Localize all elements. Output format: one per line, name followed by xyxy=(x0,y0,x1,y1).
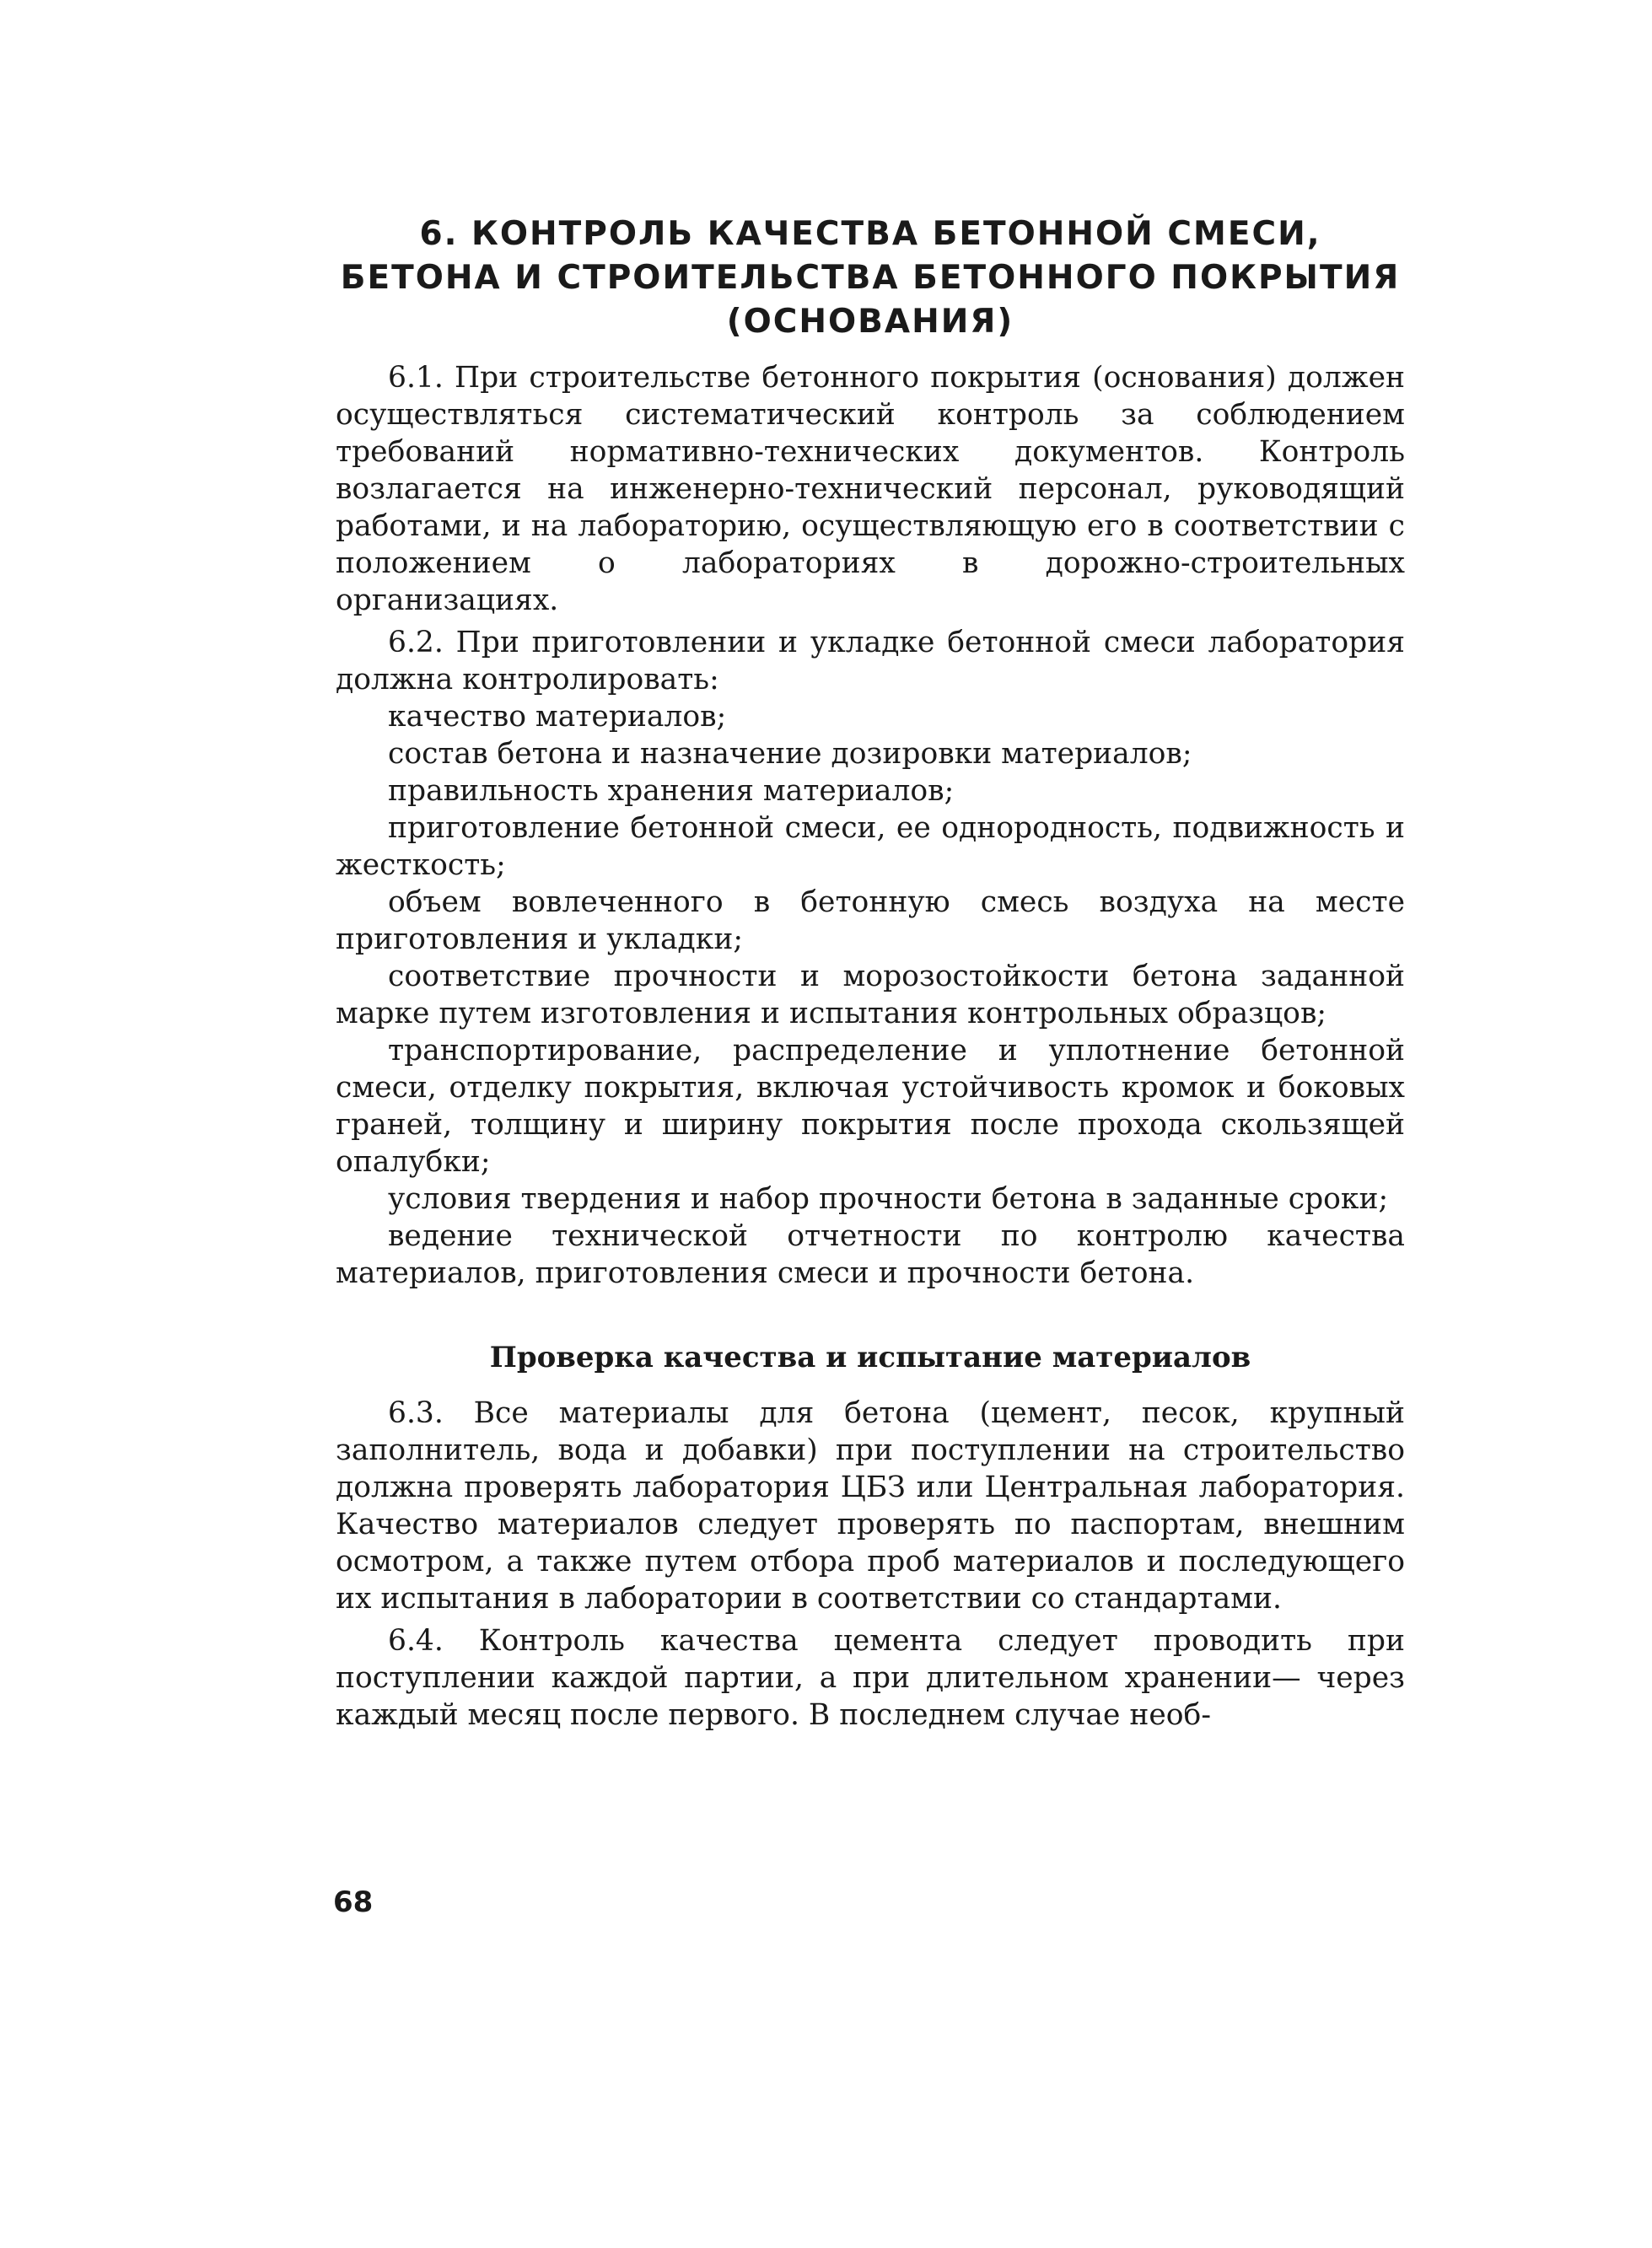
section-title-line-2: БЕТОНА И СТРОИТЕЛЬСТВА БЕТОННОГО ПОКРЫТИЯ xyxy=(340,259,1401,297)
paragraph-6-3: 6.3. Все материалы для бетона (цемент, песок, крупный заполнитель, вода и добавки) при поступлении на строительство должна проверять лаборатория ЦБЗ или Центральная лаборатория. Качество материалов следует проверять по паспортам, внешним осмотром, а также путем отбора проб материалов и последующего их испытания в лаборатории в соответствии со стандартами. xyxy=(336,1396,1405,1616)
list-item: объем вовлеченного в бетонную смесь воздуха на месте приготовления и укладки; xyxy=(336,885,1405,956)
list-item: приготовление бетонной смеси, ее однородность, подвижность и жесткость; xyxy=(336,811,1405,882)
page-content xyxy=(336,212,1405,1734)
list-item: правильность хранения материалов; xyxy=(388,774,955,808)
section-title-line-1: 6. КОНТРОЛЬ КАЧЕСТВА БЕТОННОЙ СМЕСИ, xyxy=(419,215,1321,253)
paragraph-6-2: 6.2. При приготовлении и укладке бетонной смеси лаборатория должна контролировать: xyxy=(336,626,1405,696)
list-item: качество материалов; xyxy=(388,700,727,734)
list-item: ведение технической отчетности по контролю качества материалов, приготовления смеси и прочности бетона. xyxy=(336,1219,1405,1290)
list-item: соответствие прочности и морозостойкости бетона заданной марке путем изготовления и испытания контрольных образцов; xyxy=(336,960,1405,1030)
subsection-title: Проверка качества и испытание материалов xyxy=(489,1341,1251,1374)
section-title xyxy=(336,212,1405,344)
page-number: 68 xyxy=(333,1885,374,1919)
paragraph-6-4: 6.4. Контроль качества цемента следует проводить при поступлении каждой партии, а при длительном хранении— через каждый месяц после первого. В последнем случае необ- xyxy=(336,1624,1405,1732)
list-item: транспортирование, распределение и уплотнение бетонной смеси, отделку покрытия, включая устойчивость кромок и боковых граней, толщину и ширину покрытия после прохода скользящей опалубки; xyxy=(336,1034,1405,1179)
list-item: состав бетона и назначение дозировки материалов; xyxy=(388,737,1192,771)
section-title-line-3: (ОСНОВАНИЯ) xyxy=(726,303,1014,341)
control-list xyxy=(336,698,1405,1292)
paragraph-6-1: 6.1. При строительстве бетонного покрытия (основания) должен осуществляться систематический контроль за соблюдением требований нормативно-технических документов. Контроль возлагается на инженерно-технический персонал, руководящий работами, и на лабораторию, осуществляющую его в соответствии с положением о лабораториях в дорожно-строительных организациях. xyxy=(336,361,1405,617)
list-item: условия твердения и набор прочности бетона в заданные сроки; xyxy=(388,1182,1389,1216)
